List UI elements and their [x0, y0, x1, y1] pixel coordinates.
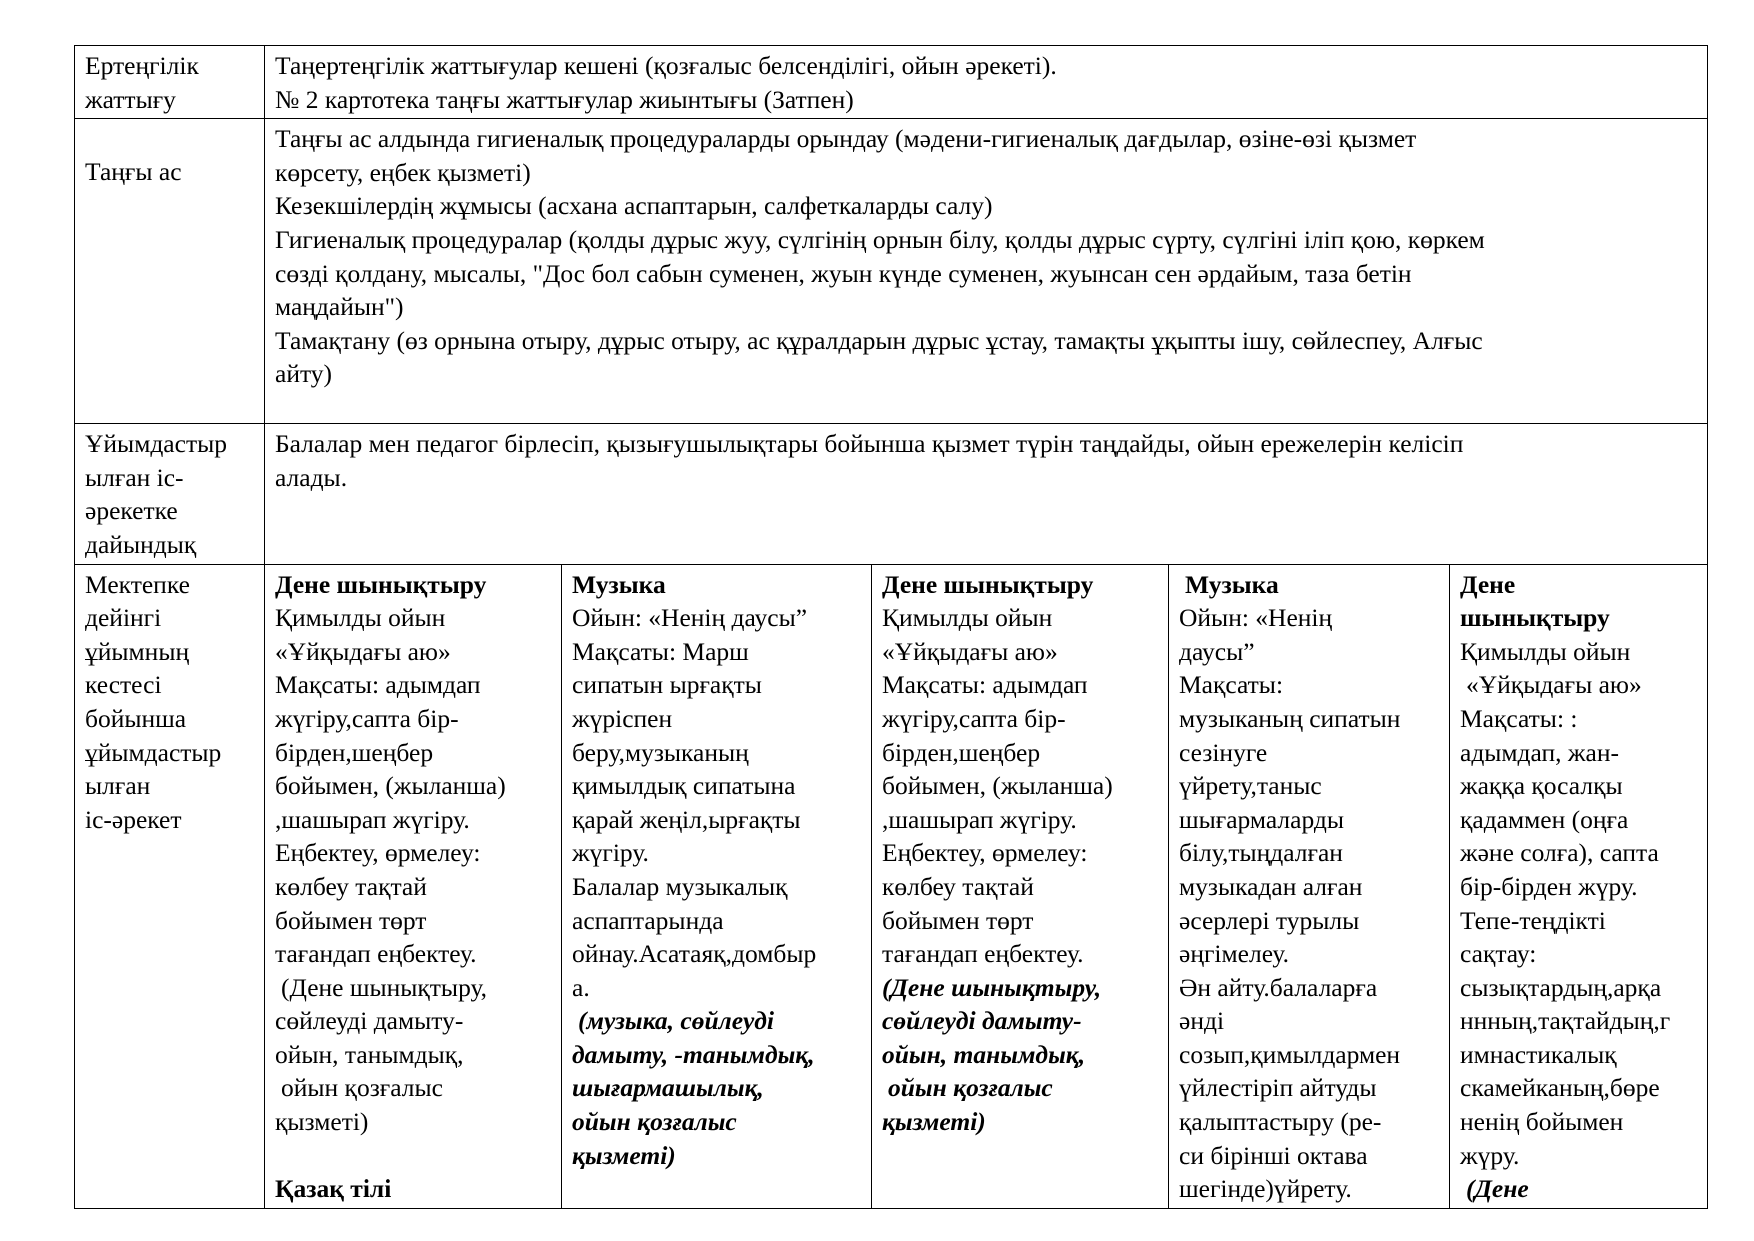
- text-line: ылған: [85, 771, 151, 801]
- text-line: іс-әрекет: [85, 804, 182, 834]
- text-line: № 2 картотека таңғы жаттығулар жиынтығы (Затпен): [275, 84, 854, 114]
- text-line: ойын қозғалыс: [888, 1073, 1053, 1103]
- text-line: білу,тыңдалған: [1179, 838, 1343, 868]
- text-line: қызметі): [572, 1140, 676, 1170]
- text-line: Мақсаты: адымдап: [882, 670, 1088, 700]
- text-line: сызықтардың,арқа: [1460, 972, 1662, 1002]
- text-line: Тамақтану (өз орнына отыру, дұрыс отыру, ас құралдарын дұрыс ұстау, тамақты ұқыпты ішу, сөйлеспеу, Алғыс: [275, 325, 1483, 355]
- text-line: Таңғы ас: [85, 157, 182, 187]
- row-label: [75, 424, 265, 564]
- text-line: (Дене: [1466, 1174, 1529, 1204]
- text-line: сипатын ырғақты: [572, 670, 762, 700]
- text-line: Ертеңгілік: [85, 51, 199, 80]
- text-line: шегінде)үйрету.: [1179, 1174, 1352, 1204]
- text-line: ,шашырап жүгіру.: [882, 804, 1077, 834]
- text-line: бір-бірден жүру.: [1460, 871, 1638, 901]
- text-line: қалыптастыру (ре-: [1179, 1107, 1382, 1137]
- text-line: Еңбектеу, өрмелеу:: [275, 838, 481, 868]
- text-line: Ойын: «Ненің: [1179, 603, 1333, 633]
- text-line: «Ұйқыдағы аю»: [275, 636, 451, 666]
- text-line: тағандап еңбектеу.: [882, 939, 1084, 969]
- text-line: қимылдық сипатына: [572, 771, 796, 801]
- text-line: ойнау.Асатаяқ,домбыр: [572, 939, 817, 969]
- text-line: ұйымдастыр: [85, 737, 222, 767]
- text-line: жүру.: [1460, 1140, 1520, 1170]
- text-line: қадаммен (оңға: [1460, 804, 1629, 834]
- text-line: бойымен, (жыланша): [882, 771, 1113, 801]
- text-line: Мақсаты: Марш: [572, 636, 749, 666]
- text-line: ойын қозғалыс: [281, 1073, 443, 1103]
- text-line: тағандап еңбектеу.: [275, 939, 477, 969]
- text-line: ойын, танымдық,: [882, 1039, 1086, 1069]
- text-line: (Дене шынықтыру,: [281, 972, 488, 1002]
- text-line: үйрету,таныс: [1179, 771, 1322, 801]
- text-line: Гигиеналық процедуралар (қолды дұрыс жуу, сүлгінің орнын білу, қолды дұрыс сүрту, сүлгіні іліп қою, көркем: [275, 224, 1485, 254]
- text-line: қарай жеңіл,ырғақты: [572, 804, 801, 834]
- text-line: Ойын: «Ненің даусы”: [572, 603, 808, 633]
- day-cell-4: [1169, 564, 1450, 1208]
- text-line: сөйлеуді дамыту-: [275, 1006, 464, 1036]
- row-content: [265, 424, 1708, 564]
- row-breakfast: [75, 119, 1708, 424]
- text-line: жүгіру,сапта бір-: [882, 703, 1066, 733]
- text-line: бойымен төрт: [882, 905, 1034, 935]
- text-line: Қазақ тілі: [275, 1174, 392, 1204]
- day-cell-2: [562, 564, 872, 1208]
- row-content: [265, 46, 1708, 119]
- text-line: Музыка: [1185, 569, 1279, 599]
- text-line: қызметі): [275, 1107, 369, 1137]
- text-line: Ән айту.балаларға: [1179, 972, 1378, 1002]
- row-content: [265, 119, 1708, 424]
- text-line: аспаптарында: [572, 905, 724, 935]
- text-line: Дене шынықтыру: [882, 569, 1094, 599]
- day-cell-3: [872, 564, 1169, 1208]
- day-cell-5: [1450, 564, 1708, 1208]
- text-line: жаққа қосалқы: [1460, 771, 1623, 801]
- text-line: көлбеу тақтай: [275, 871, 427, 901]
- text-line: [275, 1139, 551, 1173]
- text-line: және солға), сапта: [1460, 838, 1659, 868]
- text-line: (музыка, сөйлеуді: [578, 1006, 775, 1036]
- text-line: үйлестіріп айтуды: [1179, 1073, 1377, 1103]
- text-line: Мақсаты: :: [1460, 703, 1578, 733]
- text-line: созып,қимылдармен: [1179, 1039, 1401, 1069]
- text-line: скамейканың,бөре: [1460, 1073, 1660, 1103]
- text-line: жүріспен: [572, 703, 673, 733]
- text-line: музыканың сипатын: [1179, 703, 1401, 733]
- text-line: дамыту, -танымдық,: [572, 1039, 815, 1069]
- text-line: әсерлері турылы: [1179, 905, 1360, 935]
- text-line: Балалар мен педагог бірлесіп, қызығушылықтары бойынша қызмет түрін таңдайды, ойын ережелерін келісіп: [275, 429, 1464, 459]
- text-line: Дене шынықтыру: [275, 569, 487, 599]
- text-line: дейінгі: [85, 603, 162, 633]
- text-line: ,шашырап жүгіру.: [275, 804, 470, 834]
- text-line: Қимылды ойын: [1460, 636, 1631, 666]
- text-line: қызметі): [882, 1107, 986, 1137]
- text-line: ұйымның: [85, 636, 190, 666]
- text-line: беру,музыканың: [572, 737, 749, 767]
- text-line: Таңғы ас алдында гигиеналық процедураларды орындау (мәдени-гигиеналық дағдылар, өзіне-өзі қызмет: [275, 124, 1417, 154]
- text-line: имнастикалық: [1460, 1039, 1617, 1069]
- text-line: дайындық: [85, 529, 197, 559]
- text-line: шығармаларды: [1179, 804, 1344, 834]
- text-line: шығармашылық,: [572, 1073, 764, 1103]
- row-preparation: [75, 424, 1708, 564]
- text-line: айту): [275, 359, 333, 389]
- text-line: маңдайын"): [275, 292, 404, 322]
- daily-schedule-table: [74, 45, 1708, 1209]
- text-line: Еңбектеу, өрмелеу:: [882, 838, 1088, 868]
- text-line: әнді: [1179, 1006, 1225, 1036]
- text-line: Мақсаты:: [1179, 670, 1284, 700]
- text-line: кестесі: [85, 670, 162, 700]
- text-line: Таңертеңгілік жаттығулар кешені (қозғалыс белсенділігі, ойын әрекеті).: [275, 51, 1057, 80]
- text-line: бірден,шеңбер: [275, 737, 434, 767]
- text-line: ылған іс-: [85, 462, 184, 492]
- day-cell-1: [265, 564, 562, 1208]
- text-line: бойымен төрт: [275, 905, 427, 935]
- text-line: бойынша: [85, 703, 187, 733]
- text-line: жүгіру.: [572, 838, 649, 868]
- text-line: Қимылды ойын: [882, 603, 1053, 633]
- text-line: Қимылды ойын: [275, 603, 446, 633]
- row-organized-activity: [75, 564, 1708, 1208]
- text-line: ненің бойымен: [1460, 1107, 1624, 1137]
- text-line: Ұйымдастыр: [85, 429, 227, 459]
- row-morning-exercise: [75, 46, 1708, 119]
- text-line: си бірінші октава: [1179, 1140, 1368, 1170]
- row-label: [75, 119, 265, 424]
- text-line: музыкадан алған: [1179, 871, 1363, 901]
- text-line: «Ұйқыдағы аю»: [882, 636, 1058, 666]
- text-line: «Ұйқыдағы аю»: [1466, 670, 1642, 700]
- text-line: сөйлеуді дамыту-: [882, 1006, 1082, 1036]
- text-line: а.: [572, 972, 590, 1002]
- text-line: әрекетке: [85, 496, 178, 526]
- text-line: көлбеу тақтай: [882, 871, 1034, 901]
- text-line: Тепе-теңдікті: [1460, 905, 1606, 935]
- text-line: Кезекшілердің жұмысы (асхана аспаптарын, салфеткаларды салу): [275, 191, 993, 221]
- text-line: ойын қозғалыс: [572, 1107, 737, 1137]
- text-line: сақтау:: [1460, 939, 1537, 969]
- text-line: даусы”: [1179, 636, 1255, 666]
- text-line: әңгімелеу.: [1179, 939, 1289, 969]
- text-line: жаттығу: [85, 84, 176, 114]
- text-line: Балалар музыкалық: [572, 871, 788, 901]
- text-line: ннның,тақтайдың,г: [1460, 1006, 1671, 1036]
- row-label: [75, 564, 265, 1208]
- text-line: адымдап, жан-: [1460, 737, 1619, 767]
- text-line: сөзді қолдану, мысалы, "Дос бол сабын суменен, жуын күнде суменен, жуынсан сен әрдайым, таза бетін: [275, 258, 1412, 288]
- text-line: бірден,шеңбер: [882, 737, 1041, 767]
- text-line: Мақсаты: адымдап: [275, 670, 481, 700]
- text-line: сезінуге: [1179, 737, 1268, 767]
- text-line: бойымен, (жыланша): [275, 771, 506, 801]
- text-line: алады.: [275, 462, 348, 492]
- text-line: Музыка: [572, 569, 666, 599]
- text-line: жүгіру,сапта бір-: [275, 703, 459, 733]
- text-line: көрсету, еңбек қызметі): [275, 157, 531, 187]
- text-line: Мектепке: [85, 569, 190, 599]
- text-line: Дене: [1460, 569, 1516, 599]
- text-line: (Дене шынықтыру,: [882, 972, 1102, 1002]
- row-label: [75, 46, 265, 119]
- text-line: шынықтыру: [1460, 603, 1610, 633]
- text-line: ойын, танымдық,: [275, 1039, 464, 1069]
